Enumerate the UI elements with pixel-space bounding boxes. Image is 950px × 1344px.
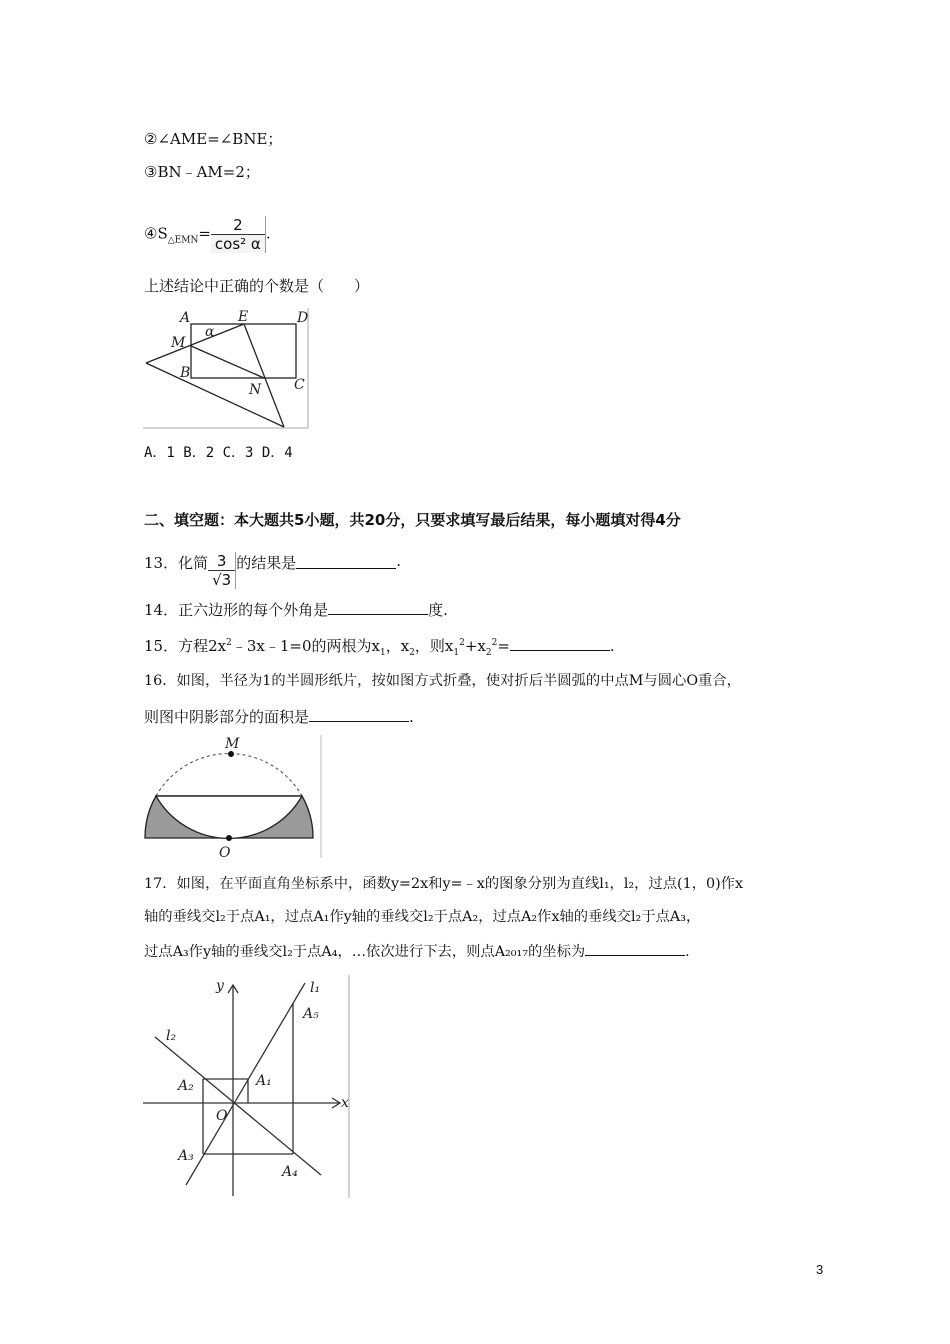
label-O-semicircle: O bbox=[219, 845, 231, 861]
label-O: O bbox=[216, 1108, 228, 1124]
q12-item2: ②∠AME=∠BNE； bbox=[144, 130, 283, 148]
label-alpha: α bbox=[205, 324, 215, 340]
sub: 1 bbox=[379, 648, 386, 658]
q16-line2 bbox=[144, 706, 414, 727]
item4-prefix: ④S bbox=[144, 224, 168, 243]
figure-rectangle bbox=[143, 308, 308, 428]
denominator: √3 bbox=[212, 571, 232, 589]
label-A1: A₁ bbox=[256, 1073, 272, 1089]
numerator: 2 bbox=[211, 216, 265, 235]
section-heading: 二、填空题：本大题共5小题，共20分，只要求填写最后结果，每小题填对得4分 bbox=[144, 511, 681, 529]
q16-line1: 16．如图，半径为1的半圆形纸片，按如图方式折叠，使对折后半圆弧的中点M与圆心O重合， bbox=[144, 673, 741, 689]
q15-text: = bbox=[497, 637, 510, 655]
answer-blank[interactable] bbox=[309, 709, 409, 722]
label-x: x bbox=[341, 1095, 349, 1111]
label-C: C bbox=[294, 377, 305, 393]
q16-text: 则图中阴影部分的面积是 bbox=[144, 708, 310, 726]
sup: 2 bbox=[226, 638, 232, 648]
q13-prefix: 13．化简 bbox=[144, 554, 209, 572]
equals: = bbox=[198, 224, 211, 243]
q15 bbox=[144, 635, 615, 658]
q15-text: ，则x bbox=[414, 637, 454, 655]
sub: 2 bbox=[409, 648, 415, 658]
sub: 1 bbox=[453, 648, 460, 658]
q13-suffix: 的结果是 bbox=[236, 554, 297, 572]
q17-line2: 轴的垂线交l₂于点A₁，过点A₁作y轴的垂线交l₂于点A₂，过点A₂作x轴的垂线交l₂于点A₃， bbox=[144, 909, 701, 925]
label-E: E bbox=[238, 309, 249, 325]
q14-prefix: 14．正六边形的每个外角是 bbox=[144, 601, 329, 619]
period: . bbox=[685, 944, 690, 960]
answer-blank[interactable] bbox=[585, 943, 685, 956]
q13 bbox=[144, 552, 401, 589]
q15-text: ，x bbox=[385, 637, 410, 655]
q14-suffix: 度. bbox=[428, 601, 448, 619]
q17-line3 bbox=[144, 941, 690, 961]
q14 bbox=[144, 599, 448, 620]
period: . bbox=[609, 637, 615, 655]
label-l2: l₂ bbox=[166, 1028, 177, 1044]
period: . bbox=[265, 224, 271, 243]
q17-line1: 17．如图，在平面直角坐标系中，函数y=2x和y=﹣x的图象分别为直线l₁，l₂，过点(1，0)作x bbox=[144, 876, 744, 892]
answer-blank[interactable] bbox=[328, 602, 428, 615]
label-B: B bbox=[180, 365, 191, 381]
q17-text: 过点A₃作y轴的垂线交l₂于点A₄，…依次进行下去，则点A₂₀₁₇的坐标为 bbox=[144, 944, 586, 960]
answer-blank[interactable] bbox=[296, 552, 396, 569]
label-A5: A₅ bbox=[303, 1006, 319, 1022]
figure-semicircle bbox=[145, 735, 321, 858]
label-N: N bbox=[249, 382, 262, 398]
item4-sub: △EMN bbox=[167, 235, 199, 246]
q12-item3: ③BN﹣AM=2； bbox=[144, 163, 260, 181]
sup: 2 bbox=[491, 638, 498, 648]
period: . bbox=[396, 552, 401, 570]
q15-text: 15．方程2x bbox=[144, 637, 227, 655]
q15-text: ﹣3x﹣1=0的两根为x bbox=[231, 637, 380, 655]
label-A2: A₂ bbox=[178, 1078, 194, 1094]
q15-text: +x bbox=[464, 637, 486, 655]
label-D: D bbox=[297, 310, 309, 326]
label-M-semicircle: M bbox=[225, 736, 240, 752]
label-M: M bbox=[171, 335, 186, 351]
label-A4: A₄ bbox=[282, 1164, 298, 1180]
sub: 2 bbox=[485, 648, 492, 658]
label-A: A bbox=[180, 310, 191, 326]
label-l1: l₁ bbox=[310, 980, 321, 996]
label-A3: A₃ bbox=[178, 1148, 194, 1164]
denominator: cos² α bbox=[211, 235, 265, 253]
sup: 2 bbox=[459, 638, 465, 648]
label-y: y bbox=[216, 978, 224, 994]
q12-options: A．1 B．2 C．3 D．4 bbox=[144, 445, 293, 461]
page-number: 3 bbox=[816, 1262, 824, 1277]
answer-blank[interactable] bbox=[510, 638, 610, 651]
numerator: 3 bbox=[208, 552, 235, 571]
period: . bbox=[409, 708, 414, 726]
q13-fraction bbox=[208, 552, 236, 589]
q12-question: 上述结论中正确的个数是（ ） bbox=[144, 277, 370, 295]
